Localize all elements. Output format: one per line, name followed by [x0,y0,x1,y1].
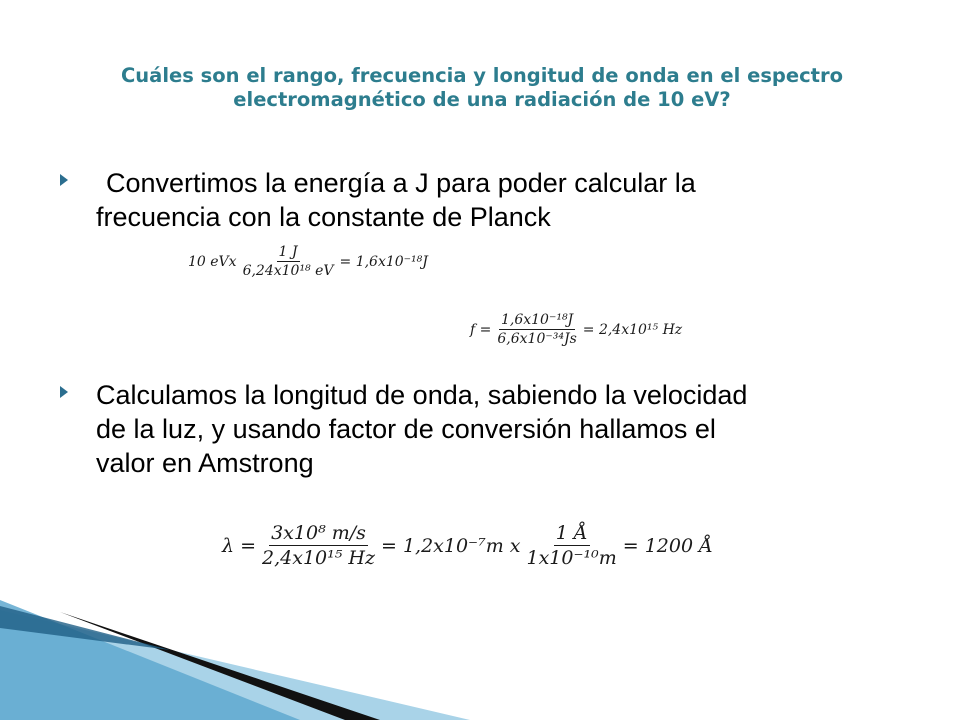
fraction-numerator: 1 Å [555,522,588,544]
bullet-line: Convertimos la energía a J para poder calcular la [106,168,696,198]
bullet-energy-conversion [60,166,900,234]
formula-lhs: λ = [222,534,257,557]
fraction-denominator: 6,24x10¹⁸ eV [242,263,334,279]
formula-lhs: f = [470,321,492,338]
triangle-bullet-icon [60,174,68,186]
formula-middle: = 1,2x10⁻⁷m x [380,534,521,557]
fraction-denominator: 6,6x10⁻³⁴Js [497,331,577,347]
formula-fraction [241,244,336,279]
slide-title-line-2: electromagnético de una radiación de 10 eV? [233,88,731,111]
fraction-denominator: 2,4x10¹⁵ Hz [262,547,375,569]
fraction-numerator: 1,6x10⁻¹⁸J [500,312,574,328]
triangle-bullet-icon [60,386,68,398]
bullet-text [60,166,900,234]
bullet-line: de la luz, y usando factor de conversión hallamos el [96,414,716,444]
decor-shape-light [0,610,470,720]
fraction-denominator: 1x10⁻¹⁰m [526,547,617,569]
formula-fraction [524,522,618,569]
formula-wavelength [222,522,713,569]
formula-rhs: = 1,6x10⁻¹⁸J [339,253,428,270]
decor-shape-dark-2 [0,606,170,650]
formula-lhs: 10 eVx [188,253,237,270]
bullet-line: Calculamos la longitud de onda, sabiendo la velocidad [96,380,748,410]
decor-shape-dark [60,612,380,720]
formula-frequency [470,312,682,347]
fraction-numerator: 1 J [278,244,298,260]
formula-fraction [495,312,578,347]
formula-rhs: = 2,4x10¹⁵ Hz [582,321,683,338]
bullet-line: frecuencia con la constante de Planck [96,202,551,232]
formula-rhs: = 1200 Å [622,534,713,557]
formula-fraction [260,522,377,569]
decor-shape-mid [0,600,300,720]
slide-title [52,64,912,112]
bullet-text [60,378,900,480]
bullet-wavelength [60,378,900,480]
formula-energy-joules [188,244,428,279]
bullet-line: valor en Amstrong [96,448,314,478]
slide-title-line-1: Cuáles son el rango, frecuencia y longitud de onda en el espectro [120,64,844,87]
fraction-numerator: 3x10⁸ m/s [271,522,366,544]
